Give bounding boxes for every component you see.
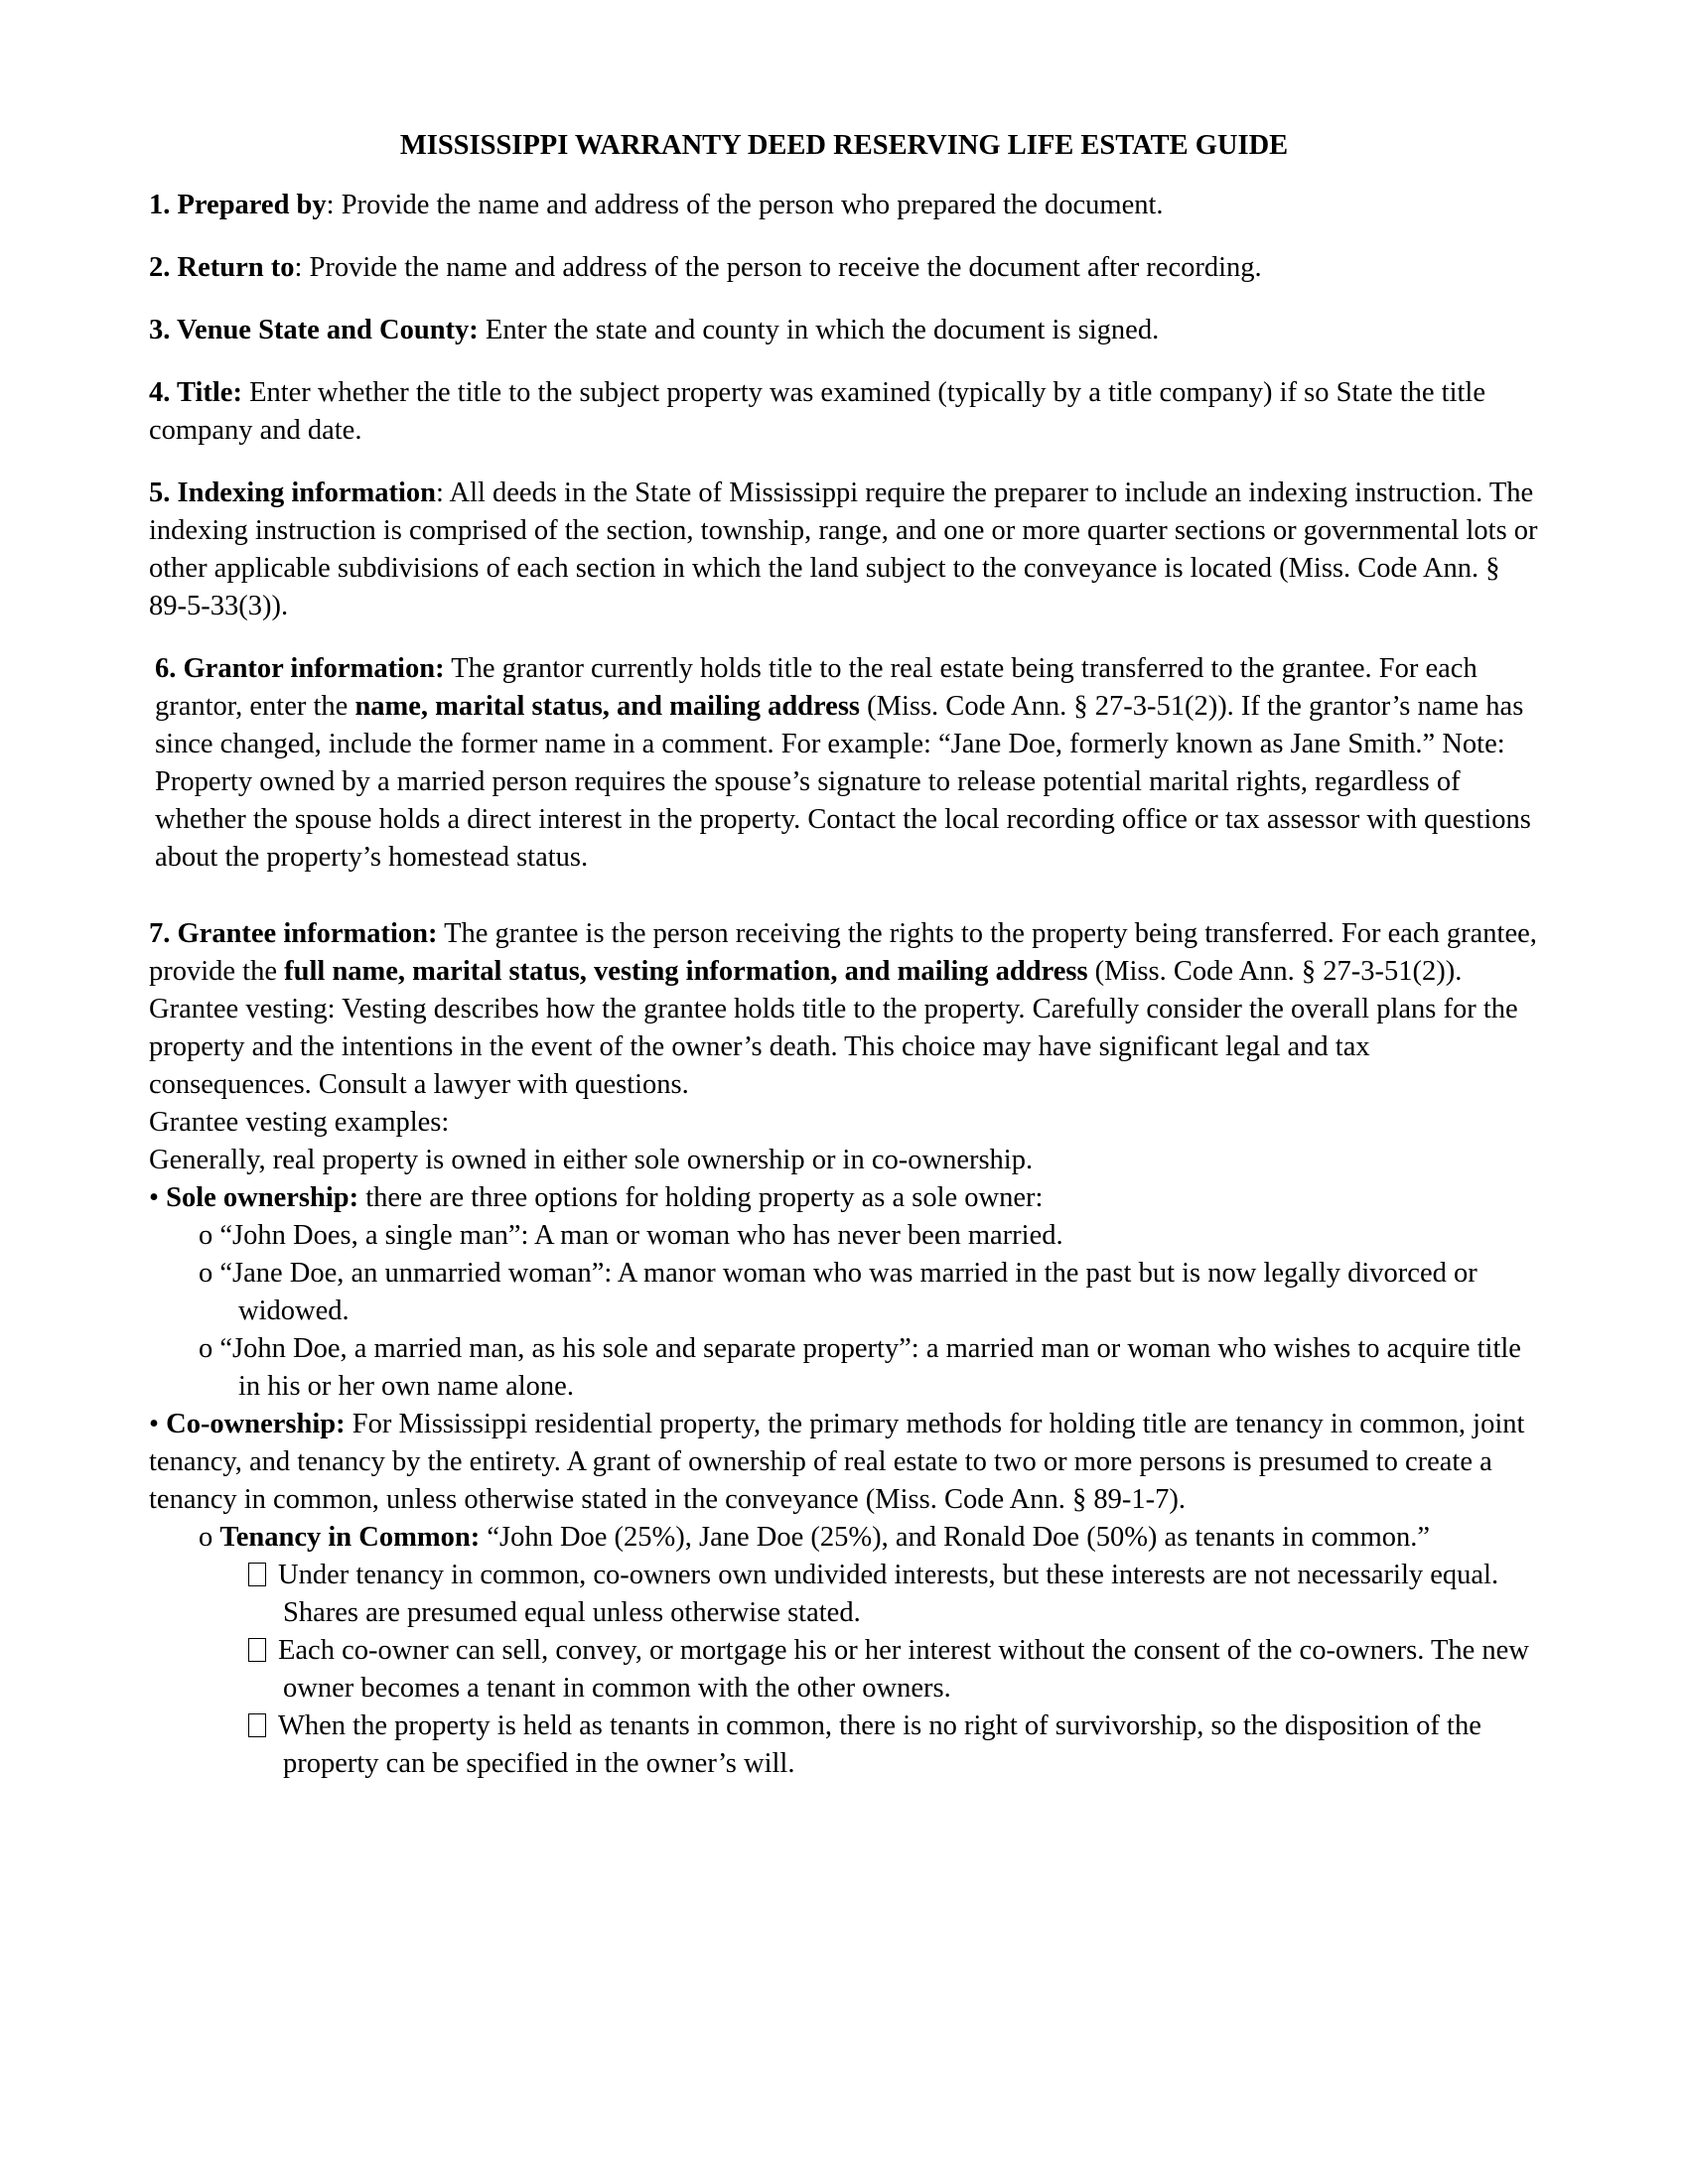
section-label: 1. Prepared by <box>149 190 327 220</box>
grantee-intro: 7. Grantee information: The grantee is the person receiving the rights to the property being transferred. For each grantee, provide the full name, marital status, vesting information, and mailing address (Miss. Code Ann. § 27-3-51(2)). Grantee vesting: Vesting describes how the grantee holds title to the property. Carefully consider the overall plans for the property and the intentions in the event of the owner’s death. This choice may have significant legal and tax consequences. Consult a lawyer with questions. <box>149 918 1537 1100</box>
vesting-intro: Generally, real property is owned in either sole ownership or in co-ownership. <box>149 1145 1034 1175</box>
section-text: All deeds in the State of Mississippi require the preparer to include an indexing instruction. The indexing instruction is comprised of the section, township, range, and one or more quarter sections or governmental lots or other applicable subdivisions of each section in which the land subject to the conveyance is located (Miss. Code Ann. § 89-5-33(3)). <box>149 478 1538 621</box>
tic-point: Under tenancy in common, co-owners own undivided interests, but these interests are not necessarily equal. Shares are presumed equal unless otherwise stated. <box>149 1557 1539 1632</box>
sole-option: o “John Doe, a married man, as his sole and separate property”: a married man or woman who wishes to acquire title in his or her own name alone. <box>199 1333 1521 1402</box>
document-page <box>149 127 1539 1783</box>
section-prepared-by: 1. Prepared by: Provide the name and address of the person who prepared the document. <box>149 190 1164 220</box>
sole-option: o “John Does, a single man”: A man or woman who has never been married. <box>199 1220 1063 1251</box>
section-label: 3. Venue State and County: <box>149 315 479 345</box>
section-label: 4. Title: <box>149 377 242 408</box>
vesting-heading: Grantee vesting examples: <box>149 1107 450 1138</box>
checkbox-glyph-icon <box>248 1563 266 1586</box>
section-grantor: 6. Grantor information: The grantor currently holds title to the real estate being transferred to the grantee. For each grantor, enter the name, marital status, and mailing address (Miss. Code Ann. § 27-3-51(2)). If the grantor’s name has since changed, include the former name in a comment. For example: “Jane Doe, formerly known as Jane Smith.” Note: Property owned by a married person requires the spouse’s signature to release potential marital rights, regardless of whether the spouse holds a direct interest in the property. Contact the local recording office or tax assessor with questions about the property’s homestead status. <box>155 653 1531 873</box>
sole-option: o “Jane Doe, an unmarried woman”: A manor woman who was married in the past but is now legally divorced or widowed. <box>199 1258 1477 1326</box>
section-label: 7. Grantee information: <box>149 918 438 949</box>
section-text: Provide the name and address of the person who prepared the document. <box>341 190 1164 220</box>
section-text: Enter whether the title to the subject property was examined (typically by a title company) if so State the title company and date. <box>149 377 1485 446</box>
section-indexing: 5. Indexing information: All deeds in the State of Mississippi require the preparer to include an indexing instruction. The indexing instruction is comprised of the section, township, range, and one or more quarter sections or governmental lots or other applicable subdivisions of each section in which the land subject to the conveyance is located (Miss. Code Ann. § 89-5-33(3)). <box>149 478 1538 621</box>
checkbox-glyph-icon <box>248 1638 266 1662</box>
section-text: Provide the name and address of the person to receive the document after recording. <box>309 252 1262 283</box>
section-label: 2. Return to <box>149 252 295 283</box>
document-title: MISSISSIPPI WARRANTY DEED RESERVING LIFE ESTATE GUIDE <box>399 130 1289 161</box>
section-label: 6. Grantor information: <box>155 653 445 684</box>
section-label: 5. Indexing information <box>149 478 436 508</box>
checkbox-glyph-icon <box>248 1713 266 1737</box>
section-grantee <box>149 915 1539 1783</box>
section-text: Enter the state and county in which the document is signed. <box>485 315 1160 345</box>
sole-ownership-item: • Sole ownership: there are three options for holding property as a sole owner: <box>149 1182 1044 1213</box>
tic-point: Each co-owner can sell, convey, or mortgage his or her interest without the consent of the co-owners. The new owner becomes a tenant in common with the other owners. <box>149 1632 1539 1707</box>
tenancy-in-common-item: o Tenancy in Common: “John Doe (25%), Jane Doe (25%), and Ronald Doe (50%) as tenants in common.” <box>199 1522 1431 1553</box>
section-title <box>149 374 1539 450</box>
section-return-to: 2. Return to: Provide the name and address of the person to receive the document after recording. <box>149 252 1262 283</box>
tic-point: When the property is held as tenants in common, there is no right of survivorship, so the disposition of the property can be specified in the owner’s will. <box>149 1707 1539 1783</box>
co-ownership-item: • Co-ownership: For Mississippi residential property, the primary methods for holding title are tenancy in common, joint tenancy, and tenancy by the entirety. A grant of ownership of real estate to two or more persons is presumed to create a tenancy in common, unless otherwise stated in the conveyance (Miss. Code Ann. § 89-1-7). <box>149 1409 1525 1515</box>
section-venue <box>149 312 1539 349</box>
